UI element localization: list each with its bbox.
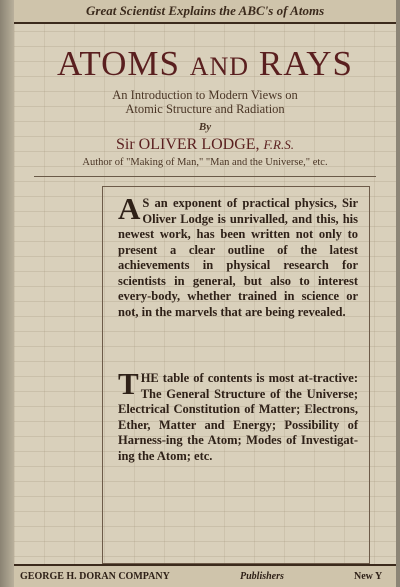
banner-text: Great Scientist Explains the ABC's of Atoms	[86, 3, 325, 18]
blurb-paragraph-2	[118, 366, 358, 464]
publisher-band	[14, 564, 396, 587]
book-cover	[14, 0, 396, 587]
top-banner	[14, 0, 396, 24]
author	[14, 136, 396, 154]
book-subtitle	[14, 88, 396, 116]
publisher-name: GEORGE H. DORAN COMPANY	[20, 571, 170, 582]
author-works: Author of "Making of Man," "Man and the Universe," etc.	[82, 157, 328, 168]
blurb-1-text: S an exponent of practical physics, Sir Oliver Lodge is unrivalled, and this, his newest work, has been written not only to present a clear outline of the latest achievements in physical research for scientists in general, but also to interest every-body, whether trained in science or not, in the marvels that are being revealed.	[118, 196, 358, 319]
title-word-rays: RAYS	[258, 44, 353, 83]
divider-rule	[34, 176, 376, 177]
blurb-2-text: HE table of contents is most at-tractive: The General Structure of the Universe; Electrical Constitution of Matter; Electrons, Ether, Matter and Energy; Possibility of Harness-ing the Atom; Modes of Investigat-ing the Atom; etc.	[118, 371, 358, 463]
book-title	[14, 44, 396, 84]
publisher-role: Publishers	[240, 571, 284, 582]
author-name: Sir OLIVER LODGE,	[115, 136, 260, 153]
blurb-paragraph-1	[118, 191, 358, 320]
title-word-atoms: ATOMS	[56, 44, 180, 83]
by-label: By	[198, 121, 212, 133]
book-spine	[0, 0, 14, 587]
title-word-and: AND	[189, 52, 250, 81]
subtitle-line-2: Atomic Structure and Radiation	[125, 102, 285, 116]
blurb-1-dropcap: A	[118, 191, 141, 226]
subtitle-line-1: An Introduction to Modern Views on	[112, 88, 298, 102]
blurb-2-dropcap: T	[118, 366, 139, 401]
author-credential: F.R.S.	[263, 137, 294, 152]
publisher-city: New Y	[354, 571, 383, 582]
